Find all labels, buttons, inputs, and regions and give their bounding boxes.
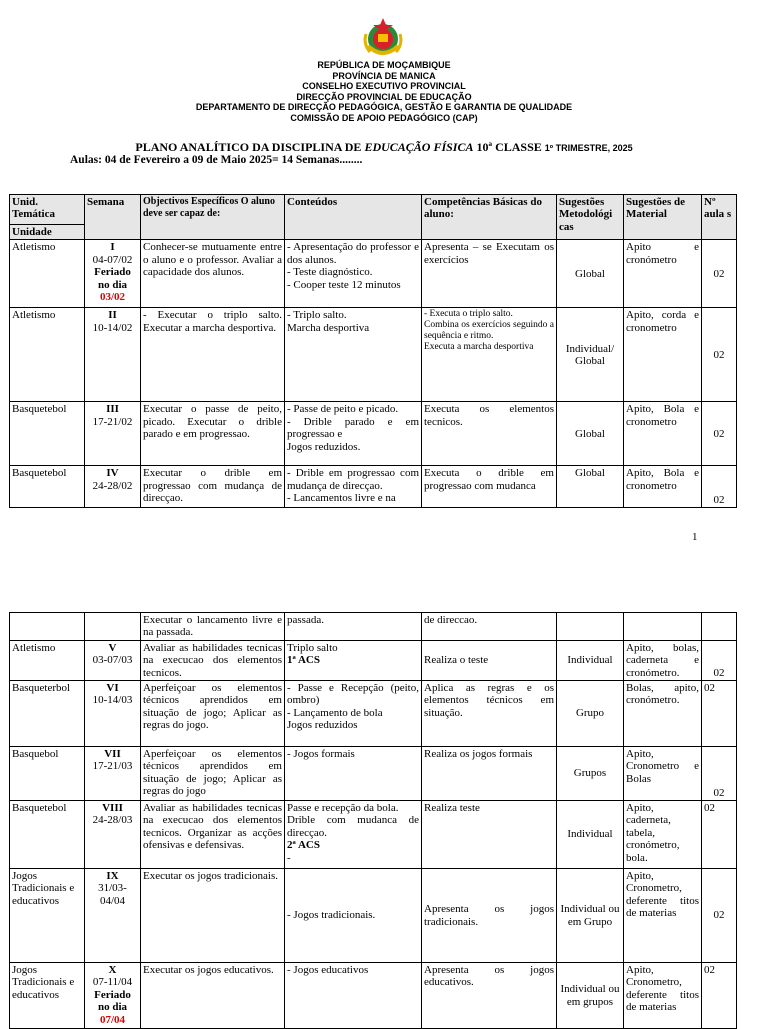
week-dates: 10-14/02 (92, 321, 133, 334)
table-row (10, 240, 737, 308)
week-number: IV (106, 467, 119, 480)
cell-competencias (422, 801, 557, 869)
cell-conteudos (285, 747, 422, 801)
cell-conteudos (285, 466, 422, 508)
col-unidade: Unidade (12, 226, 52, 238)
content-item: - Jogos educativos (287, 964, 369, 977)
week-number: II (108, 309, 117, 322)
table-row (10, 869, 737, 963)
table-row (10, 801, 737, 869)
cell-semana (85, 681, 141, 747)
week-dates: 10-14/03 (92, 694, 133, 707)
table-row (10, 613, 737, 641)
cell-semana (85, 308, 141, 402)
cell-objectivos: Conhecer-se mutuamente entre o aluno e o professor. Avaliar a capacidade dos alunos. (141, 240, 285, 308)
content-item: - Lançamento de bola (287, 706, 383, 719)
col-objectivos: Objectivos Específicos O aluno deve ser capaz de: (141, 195, 285, 240)
week-dates: 31/03-04/04 (98, 882, 127, 907)
cell-conteudos (285, 963, 422, 1029)
cell-competencias (422, 466, 557, 508)
content-item: - Apresentação do professor e dos alunos. (287, 241, 419, 266)
header-line: PROVÍNCIA DE MANICA (332, 70, 436, 81)
cell-material: Apito, Cronometro, deferente titos de materias (624, 963, 702, 1029)
col-sugestoes-material: Sugestões de Material (624, 195, 702, 240)
cell-material (624, 613, 702, 641)
col-conteudos: Conteúdos (285, 195, 422, 240)
table-row (10, 747, 737, 801)
col-semana: Semana (85, 195, 141, 240)
content-item: - Passe de peito e picado. (287, 403, 399, 416)
cell-unidade: Basquetebol (10, 801, 85, 869)
content-item: - Teste diagnóstico. (287, 266, 373, 279)
cell-metodologia: Grupos (557, 747, 624, 801)
cell-metodologia: Individual (557, 801, 624, 869)
title-class: 10ª CLASSE (473, 140, 545, 154)
title-subject: EDUCAÇÃO FÍSICA (364, 140, 474, 154)
institution-header (0, 60, 768, 124)
competence-item: Executa a marcha desportiva (424, 342, 534, 353)
content-item: Jogos reduzidos. (287, 440, 361, 453)
cell-objectivos: Executar os jogos tradicionais. (141, 869, 285, 963)
week-dates: 24-28/03 (92, 814, 133, 827)
content-item: - Drible parado e em progressao e (287, 415, 419, 441)
competence-item: Combina os exercícios seguindo a sequência e ritmo. (424, 320, 554, 342)
table-row (10, 402, 737, 466)
table-row (10, 963, 737, 1029)
cell-metodologia: Global (557, 240, 624, 308)
content-item: Triplo salto (287, 641, 338, 654)
cell-conteudos (285, 402, 422, 466)
cell-material: Apito, Bola e cronometro (624, 466, 702, 508)
table-row (10, 681, 737, 747)
content-item: - Passe e Recepção (peito, ombro) (287, 682, 419, 707)
col-sugestoes-metodologicas: Sugestões Metodológi cas (557, 195, 624, 240)
cell-metodologia: Individual/ Global (557, 308, 624, 402)
cell-semana (85, 869, 141, 963)
cell-material: Apito, corda e cronometro (624, 308, 702, 402)
content-item: Drible com mudanca de direcçao. (287, 814, 419, 839)
week-number: X (108, 964, 117, 977)
competence-text: Apresenta os jogos educativos. (424, 964, 554, 989)
cell-conteudos (285, 640, 422, 680)
content-item: Passe e recepção da bola. (287, 802, 399, 815)
competence-text: Executa os elementos tecnicos. (424, 403, 554, 428)
col-num-aulas: Nº aula s (702, 195, 737, 240)
cell-unidade: Atletismo (10, 240, 85, 308)
title-term: 1º TRIMESTRE, 2025 (544, 143, 633, 153)
content-item: - Drible em progressao com mudança de direcçao. (287, 467, 419, 492)
cell-conteudos (285, 308, 422, 402)
week-number: VIII (102, 802, 123, 815)
cell-competencias (422, 613, 557, 641)
week-dates: 03-07/03 (92, 654, 133, 667)
cell-metodologia: Global (557, 466, 624, 508)
cell-num-aulas: 02 (702, 640, 737, 680)
cell-objectivos: Aperfeiçoar os elementos técnicos aprendidos em situação de jogo; Aplicar as regras do jogo. (141, 681, 285, 747)
content-item: - Triplo salto. (287, 309, 347, 322)
week-number: VII (104, 748, 121, 761)
page-number: 1 (692, 531, 698, 543)
holiday-date: 07/04 (99, 1013, 126, 1026)
cell-num-aulas: 02 (702, 747, 737, 801)
competence-text: Realiza os jogos formais (424, 748, 533, 761)
week-number: VI (106, 682, 119, 695)
cell-semana (85, 747, 141, 801)
holiday-date: 03/02 (99, 291, 126, 304)
week-number: V (108, 641, 117, 654)
plan-table-page-1 (9, 194, 737, 508)
competence-text: de direccao. (424, 614, 478, 626)
cell-material: Apito, Cronometro e Bolas (624, 747, 702, 801)
cell-unidade (10, 613, 85, 641)
cell-num-aulas: 02 (702, 681, 737, 747)
cell-material: Apito, Bola e cronometro (624, 402, 702, 466)
cell-unidade: Atletismo (10, 308, 85, 402)
cell-competencias (422, 402, 557, 466)
week-dates: 07-11/04 (92, 976, 133, 989)
content-item: Marcha desportiva (287, 321, 370, 334)
week-number: I (110, 241, 115, 254)
cell-semana (85, 402, 141, 466)
week-number: III (106, 403, 119, 416)
cell-metodologia: Grupo (557, 681, 624, 747)
table-row (10, 640, 737, 680)
cell-metodologia: Global (557, 402, 624, 466)
cell-competencias (422, 308, 557, 402)
cell-conteudos (285, 613, 422, 641)
cell-material: Apito e cronómetro (624, 240, 702, 308)
header-line: COMISSÃO DE APOIO PEDAGÓGICO (CAP) (290, 112, 478, 123)
cell-material: Apito, bolas, caderneta e cronómetro. (624, 640, 702, 680)
content-item: - Jogos tradicionais. (287, 909, 376, 922)
cell-metodologia (557, 613, 624, 641)
cell-conteudos (285, 869, 422, 963)
cell-objectivos: - Executar o triplo salto. Executar a marcha desportiva. (141, 308, 285, 402)
cell-objectivos: Executar os jogos educativos. (141, 963, 285, 1029)
cell-competencias (422, 640, 557, 680)
table-header-row (10, 195, 737, 240)
cell-objectivos: Aperfeiçoar os elementos técnicos aprendidos em situação de jogo; Aplicar as regras do jogo (141, 747, 285, 801)
cell-num-aulas (702, 613, 737, 641)
week-number: IX (106, 870, 119, 883)
cell-num-aulas: 02 (702, 240, 737, 308)
cell-unidade: Jogos Tradicionais e educativos (10, 963, 85, 1029)
cell-unidade: Atletismo (10, 640, 85, 680)
cell-semana (85, 963, 141, 1029)
cell-num-aulas: 02 (702, 466, 737, 508)
header-line: DIRECÇÃO PROVINCIAL DE EDUCAÇÃO (296, 91, 472, 102)
cell-competencias (422, 681, 557, 747)
holiday-note: Feriado no dia (94, 988, 131, 1014)
competence-text: Realiza teste (424, 802, 480, 815)
competence-text: Aplica as regras e os elementos técnicos em situação. (424, 682, 554, 719)
week-dates: 24-28/02 (92, 479, 133, 492)
cell-unidade: Jogos Tradicionais e educativos (10, 869, 85, 963)
content-item: - Jogos formais (287, 748, 355, 761)
cell-num-aulas: 02 (702, 402, 737, 466)
cell-competencias (422, 963, 557, 1029)
content-item: - Cooper teste 12 minutos (287, 278, 401, 291)
competence-text: Executa o drible em progressao com mudanca (424, 467, 554, 492)
col-unid-tematica: Unid. Temática (10, 195, 84, 225)
assessment-label: 1ª ACS (287, 654, 320, 667)
cell-material: Apito, caderneta, tabela, cronómetro, bola. (624, 801, 702, 869)
table-row (10, 466, 737, 508)
title-part: PLANO ANALÍTICO DA DISCIPLINA DE (135, 140, 365, 154)
content-item: Jogos reduzidos (287, 719, 358, 732)
assessment-label: 2ª ACS (287, 839, 320, 852)
cell-semana (85, 240, 141, 308)
cell-num-aulas: 02 (702, 963, 737, 1029)
plan-table-page-2 (9, 612, 737, 1029)
cell-material: Apito, Cronometro, deferente titos de materias (624, 869, 702, 963)
header-line: CONSELHO EXECUTIVO PROVINCIAL (302, 81, 466, 92)
cell-unidade: Basquebol (10, 747, 85, 801)
week-dates: 17-21/03 (92, 760, 133, 773)
cell-material: Bolas, apito, cronómetro. (624, 681, 702, 747)
cell-unidade: Basqueterbol (10, 681, 85, 747)
cell-competencias (422, 240, 557, 308)
content-item: - Lancamentos livre e na (287, 492, 396, 505)
cell-objectivos: Avaliar as habilidades tecnicas na execucao dos elementos tecnicos. (141, 640, 285, 680)
competence-text: Realiza o teste (424, 654, 489, 667)
cell-unidade: Basquetebol (10, 466, 85, 508)
unit-header (10, 195, 85, 240)
cell-num-aulas: 02 (702, 869, 737, 963)
cell-competencias (422, 747, 557, 801)
holiday-note: Feriado no dia (94, 266, 131, 291)
coat-of-arms-emblem (360, 16, 406, 60)
week-dates: 17-21/02 (92, 415, 133, 428)
content-item: passada. (287, 614, 324, 626)
cell-conteudos (285, 240, 422, 308)
cell-unidade: Basquetebol (10, 402, 85, 466)
cell-num-aulas: 02 (702, 801, 737, 869)
cell-objectivos: Executar o passe de peito, picado. Executar o drible parado e em progressao. (141, 402, 285, 466)
cell-metodologia: Individual (557, 640, 624, 680)
cell-objectivos: Avaliar as habilidades tecnicas na execucao dos elementos tecnicos. Organizar as acções ofensivas e defensivas. (141, 801, 285, 869)
header-line: REPÚBLICA DE MOÇAMBIQUE (317, 60, 451, 70)
cell-metodologia: Individual ou em Grupo (557, 869, 624, 963)
cell-objectivos: Executar o drible em progressao com mudança de direcçao. (141, 466, 285, 508)
week-dates: 04-07/02 (92, 253, 133, 266)
competence-item: - Executa o triplo salto. (424, 309, 513, 320)
document-title (0, 140, 768, 155)
cell-num-aulas: 02 (702, 308, 737, 402)
cell-conteudos (285, 801, 422, 869)
competence-text: Apresenta – se Executam os exercícios (424, 241, 554, 266)
cell-competencias (422, 869, 557, 963)
table-row (10, 308, 737, 402)
cell-semana (85, 640, 141, 680)
cell-metodologia: Individual ou em grupos (557, 963, 624, 1029)
lessons-period: Aulas: 04 de Fevereiro a 09 de Maio 2025= 14 Semanas........ (70, 154, 363, 166)
cell-semana (85, 801, 141, 869)
cell-semana (85, 466, 141, 508)
cell-objectivos: Executar o lancamento livre e na passada. (141, 613, 285, 641)
competence-text: Apresenta os jogos tradicionais. (424, 903, 554, 928)
cell-conteudos (285, 681, 422, 747)
content-item: - (287, 851, 291, 864)
header-line: DEPARTAMENTO DE DIRECÇÃO PEDAGÓGICA, GESTÃO E GARANTIA DE QUALIDADE (195, 102, 573, 113)
cell-semana (85, 613, 141, 641)
col-competencias: Competências Básicas do aluno: (422, 195, 557, 240)
